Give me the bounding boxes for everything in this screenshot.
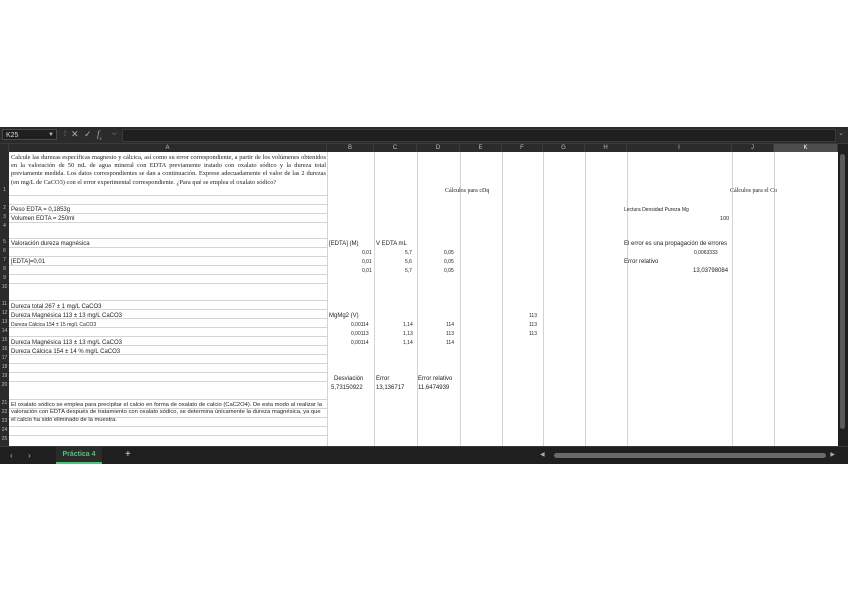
row-header-5[interactable]: 5 [3, 239, 6, 245]
cell-d19[interactable]: 11,6474939 [418, 385, 450, 391]
column-gridline [627, 152, 628, 446]
row-header-25[interactable]: 25 [1, 436, 8, 442]
row-gridline [9, 300, 327, 301]
cell-d13[interactable]: 114 [446, 322, 454, 328]
row-header-14[interactable]: 14 [1, 328, 8, 334]
column-header-row [0, 144, 848, 152]
cell-d7[interactable]: 0,05 [444, 259, 454, 265]
cell-a11[interactable]: Dureza total 267 ± 1 mg/L CaCO3 [11, 304, 102, 310]
row-header-15[interactable]: 15 [1, 337, 8, 343]
cell-c5[interactable]: V EDTA mL [376, 241, 407, 247]
name-box[interactable] [2, 129, 57, 140]
row-header-23[interactable]: 23 [1, 418, 8, 424]
cell-d6[interactable]: 0,05 [444, 250, 454, 256]
cell-a1-question[interactable]: Calcule las durezas específicas magnesio y cálcica, así como su error correspondiente, a partir de los volúmenes obtenidos en la valoración de 50 mL de agua mineral con EDTA previamente tratado con oxalato sódico y la dureza total previamente medida. Los datos correspondientes se dan a continuación. Exprese adecuadamente el valor de las 2 durezas (en mg/L de CaCO3) con el error experimental correspondiente. ¿Para qué se emplea el oxalato sódico? [11, 154, 326, 186]
cancel-icon[interactable]: ✕ [71, 129, 79, 139]
column-header-j[interactable]: J [732, 144, 774, 152]
row-header-8[interactable]: 8 [3, 266, 6, 272]
add-sheet-icon[interactable]: + [125, 449, 131, 460]
sheet-grid[interactable] [0, 144, 848, 446]
column-header-h[interactable]: H [585, 144, 627, 152]
column-gridline [374, 152, 375, 446]
row-gridline [9, 372, 327, 373]
row-gridline [9, 381, 327, 382]
cell-j6[interactable]: 0,0063333 [694, 250, 718, 256]
cell-f12[interactable]: 113 [529, 313, 537, 319]
insert-function-icon[interactable]: $f_x$ [97, 129, 102, 142]
column-header-g[interactable]: G [543, 144, 585, 152]
row-header-11[interactable]: 11 [1, 301, 8, 307]
next-sheet-icon[interactable]: › [28, 451, 31, 460]
cell-b12[interactable]: MgMg2 (V) [329, 313, 359, 319]
function-dropdown-icon[interactable]: ⌵ [112, 131, 117, 137]
column-gridline [774, 152, 775, 446]
formula-bar [0, 127, 848, 144]
row-header-18[interactable]: 18 [1, 364, 8, 370]
column-gridline [417, 152, 418, 446]
cell-d14[interactable]: 113 [446, 331, 454, 337]
column-header-c[interactable]: C [374, 144, 417, 152]
row-header-13[interactable]: 13 [1, 319, 8, 325]
row-gridline [9, 274, 327, 275]
row-header-16[interactable]: 16 [1, 346, 8, 352]
row-header-6[interactable]: 6 [3, 248, 6, 254]
scroll-right-icon[interactable]: ▶ [830, 452, 835, 458]
column-gridline [543, 152, 544, 446]
cell-c13[interactable]: 1,14 [403, 322, 413, 328]
more-options-icon[interactable]: ⋮ [62, 131, 68, 137]
sheet-tab-practica-4[interactable]: Práctica 4 [56, 447, 102, 464]
cell-i7[interactable]: Error relativo [624, 259, 659, 265]
row-header-2[interactable]: 2 [3, 205, 6, 211]
column-header-d[interactable]: D [417, 144, 460, 152]
column-gridline [585, 152, 586, 446]
column-gridline [732, 152, 733, 446]
cell-k1[interactable]: Cálculos para el Co [730, 188, 778, 194]
cell-f1[interactable]: Cálculos para cDq [445, 188, 490, 194]
row-gridline [9, 238, 327, 239]
row-gridline [9, 336, 327, 337]
cell-b18[interactable]: Desviación [334, 376, 364, 382]
row-header-12[interactable]: 12 [1, 310, 8, 316]
row-header-9[interactable]: 9 [3, 275, 6, 281]
cell-b13[interactable]: 0,00114 [351, 322, 369, 328]
cell-i2[interactable]: Lectura Densidad Pureza Mg [624, 207, 689, 213]
cell-a16[interactable]: Dureza Cálcica 154 ± 14 % mg/L CaCO3 [11, 349, 121, 355]
row-header-22[interactable]: 22 [1, 409, 8, 415]
confirm-icon[interactable]: ✓ [84, 129, 92, 139]
row-header-20[interactable]: 20 [1, 382, 8, 388]
select-all-corner[interactable] [0, 144, 9, 152]
cell-b5[interactable]: [EDTA] (M) [329, 241, 359, 247]
cell-a12[interactable]: Dureza Magnésica 113 ± 13 mg/L CaCO3 [11, 313, 123, 319]
cell-b7[interactable]: 0,01 [362, 259, 372, 265]
vertical-scrollbar[interactable] [838, 144, 848, 446]
cell-a2[interactable]: Peso EDTA = 0,1853g [11, 207, 71, 213]
column-header-k[interactable]: K [774, 144, 838, 152]
formula-input[interactable] [122, 129, 836, 142]
scroll-left-icon[interactable]: ◀ [540, 452, 545, 458]
row-header-3[interactable]: 3 [3, 214, 6, 220]
spreadsheet-window [0, 127, 848, 464]
row-header-10[interactable]: 10 [1, 284, 8, 290]
row-gridline [9, 256, 327, 257]
row-header-7[interactable]: 7 [3, 257, 6, 263]
row-gridline [9, 426, 327, 427]
column-header-e[interactable]: E [460, 144, 502, 152]
chevron-down-icon[interactable]: ▼ [48, 132, 54, 138]
cell-c18[interactable]: Error [376, 376, 390, 382]
row-gridline [9, 265, 327, 266]
cell-b15[interactable]: 0,00114 [351, 340, 369, 346]
cell-c8[interactable]: 5,7 [405, 268, 412, 274]
name-box-value: K25 [6, 132, 19, 139]
row-header-1[interactable]: 1 [3, 187, 6, 193]
row-gridline [9, 283, 327, 284]
vertical-scroll-thumb[interactable] [840, 154, 845, 429]
column-header-a[interactable]: A [9, 144, 327, 152]
cell-j3[interactable]: 100 [720, 216, 730, 222]
cell-c15[interactable]: 1,14 [403, 340, 413, 346]
cell-d8[interactable]: 0,05 [444, 268, 454, 274]
cell-d18[interactable]: Error relativo [418, 376, 453, 382]
cell-c6[interactable]: 5,7 [405, 250, 412, 256]
cell-c19[interactable]: 13,136717 [376, 385, 405, 391]
cell-f14[interactable]: 113 [529, 331, 537, 337]
horizontal-scrollbar[interactable] [540, 452, 835, 459]
column-gridline [502, 152, 503, 446]
column-gridline [460, 152, 461, 446]
row-header-19[interactable]: 19 [1, 373, 8, 379]
sheet-tab-bar [0, 446, 848, 464]
cell-a3[interactable]: Volumen EDTA = 250ml [11, 216, 75, 222]
cell-c14[interactable]: 1,13 [403, 331, 413, 337]
cell-b6[interactable]: 0,01 [362, 250, 372, 256]
prev-sheet-icon[interactable]: ‹ [10, 451, 13, 460]
cell-i5[interactable]: El error es una propagación de errores [624, 241, 728, 247]
row-header-21[interactable]: 21 [1, 400, 8, 406]
column-header-b[interactable]: B [327, 144, 374, 152]
cell-a15[interactable]: Dureza Magnésica 113 ± 13 mg/L CaCO3 [11, 340, 123, 346]
row-gridline [9, 195, 327, 196]
row-gridline [9, 204, 327, 205]
column-header-f[interactable]: F [502, 144, 543, 152]
expand-formula-bar-icon[interactable]: ⌄ [838, 130, 844, 137]
cell-d15[interactable]: 114 [446, 340, 454, 346]
row-header-17[interactable]: 17 [1, 355, 8, 361]
cell-a7[interactable]: [EDTA]=0,01 [11, 259, 46, 265]
cell-b14[interactable]: 0,00113 [351, 331, 369, 337]
cell-f13[interactable]: 113 [529, 322, 537, 328]
cell-a5[interactable]: Valoración dureza magnésica [11, 241, 90, 247]
cell-a19-answer[interactable]: El oxalato sódico se emplea para precipitar el calcio en forma de oxalato de calcio (CaC2O4). De esta modo al realizar la valoración con EDTA después de tratamiento con oxalato sódico, se determina únicamente la dureza magnésica, ya que el calcio ha sido eliminado de la muestra. [11, 402, 322, 423]
row-header-24[interactable]: 24 [1, 427, 8, 433]
cell-c7[interactable]: 5,6 [405, 259, 412, 265]
cell-a13[interactable]: Dureza Cálcica 154 ± 15 mg/L CaCO3 [11, 322, 97, 328]
column-gridline [327, 152, 328, 446]
cell-j8[interactable]: 13,03798084 [693, 268, 729, 274]
cell-b19[interactable]: 5,73150922 [331, 385, 363, 391]
row-header-4[interactable]: 4 [3, 223, 6, 229]
cell-b8[interactable]: 0,01 [362, 268, 372, 274]
column-header-i[interactable]: I [627, 144, 732, 152]
row-header-column [0, 152, 9, 446]
row-gridline [9, 363, 327, 364]
row-gridline [9, 435, 327, 436]
horizontal-scroll-thumb[interactable] [554, 453, 826, 458]
row-gridline [9, 399, 327, 400]
